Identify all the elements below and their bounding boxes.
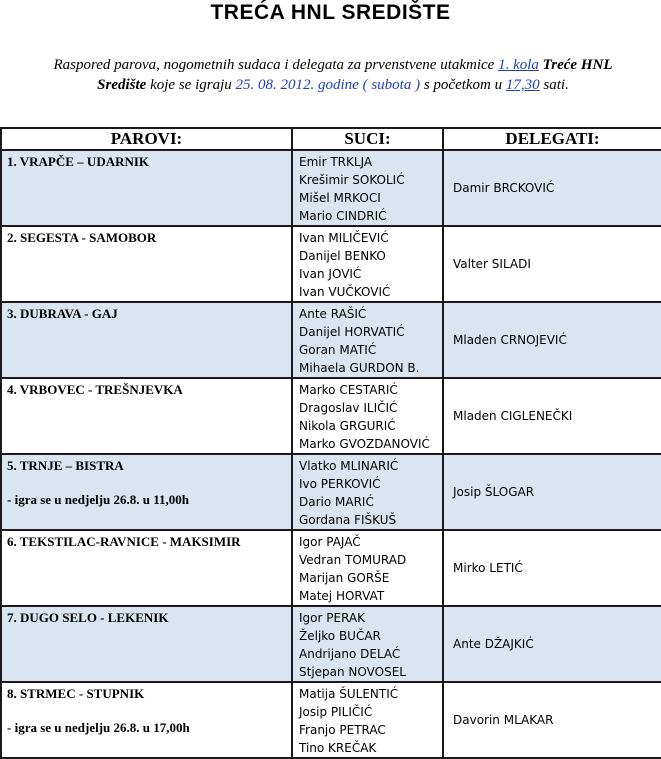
intro-paragraph — [18, 55, 648, 95]
referee-name: Stjepan NOVOSEL — [299, 665, 406, 679]
intro-text-4: sati. — [539, 77, 569, 93]
match-cell — [1, 302, 292, 378]
referee-name: Dario MARIĆ — [299, 495, 374, 509]
intro-time: 17,30 — [505, 77, 540, 93]
table-row — [1, 530, 661, 606]
table-row — [1, 302, 661, 378]
referee-name: Goran MATIĆ — [299, 343, 377, 357]
referees-cell — [292, 150, 443, 226]
delegate-name: Ante DŽAJKIĆ — [443, 606, 661, 682]
referee-name: Ivan VUČKOVIĆ — [299, 285, 391, 299]
match-cell — [1, 226, 292, 302]
intro-text-2: koje se igraju — [146, 77, 236, 93]
referee-name: Franjo PETRAC — [299, 723, 386, 737]
referee-name: Matija ŠULENTIĆ — [299, 687, 399, 701]
referee-name: Matej HORVAT — [299, 589, 385, 603]
match-name: 2. SEGESTA - SAMOBOR — [7, 230, 157, 245]
referees-cell — [292, 226, 443, 302]
table-row — [1, 454, 661, 530]
match-name: 4. VRBOVEC - TREŠNJEVKA — [7, 382, 183, 397]
intro-round: 1. kola — [498, 57, 539, 73]
referee-name: Gordana FIŠKUŠ — [299, 513, 397, 527]
document-title: TREĆA HNL SREDIŠTE — [210, 1, 451, 24]
referee-name: Tino KREČAK — [299, 741, 377, 755]
referee-name: Marijan GORŠE — [299, 571, 390, 585]
referee-name: Igor PERAK — [299, 611, 365, 625]
referees-cell — [292, 682, 443, 758]
referee-name: Emir TRKLJA — [299, 155, 373, 169]
match-cell — [1, 530, 292, 606]
delegate-name: Damir BRCKOVIĆ — [443, 150, 661, 226]
referee-name: Mario CINDRIĆ — [299, 209, 387, 223]
table-row — [1, 606, 661, 682]
referee-name: Danijel BENKO — [299, 249, 386, 263]
match-cell — [1, 150, 292, 226]
referee-name: Nikola GRGURIĆ — [299, 419, 396, 433]
table-header-row — [1, 128, 661, 150]
match-name: 5. TRNJE – BISTRA — [7, 458, 124, 473]
match-note: - igra se u nedjelju 26.8. u 11,00h — [7, 492, 190, 507]
delegate-name: Josip ŠLOGAR — [443, 454, 661, 530]
referee-name: Ivan MILIČEVIĆ — [299, 231, 389, 245]
referee-name: Mišel MRKOCI — [299, 191, 381, 205]
referees-cell — [292, 530, 443, 606]
table-row — [1, 378, 661, 454]
referee-name: Josip PILIČIĆ — [299, 705, 373, 719]
delegate-name: Mirko LETIĆ — [443, 530, 661, 606]
header-suci: SUCI: — [292, 128, 443, 150]
referees-cell — [292, 302, 443, 378]
match-cell — [1, 682, 292, 758]
referees-cell — [292, 454, 443, 530]
match-name: 6. TEKSTILAC-RAVNICE - MAKSIMIR — [7, 534, 241, 549]
match-name: 8. STRMEC - STUPNIK — [7, 686, 145, 701]
intro-text-1: Raspored parova, nogometnih sudaca i delegata za prvenstvene utakmice — [53, 57, 499, 73]
referee-name: Ante RAŠIĆ — [299, 307, 367, 321]
delegate-name: Valter SILADI — [443, 226, 661, 302]
referee-name: Mihaela GURDON B. — [299, 361, 420, 375]
referees-cell — [292, 378, 443, 454]
referee-name: Marko GVOZDANOVIĆ — [299, 437, 430, 451]
intro-league-2: Središte — [97, 77, 147, 93]
table-row — [1, 226, 661, 302]
table-row — [1, 150, 661, 226]
referee-name: Marko CESTARIĆ — [299, 383, 398, 397]
referee-name: Igor PAJAČ — [299, 535, 361, 549]
match-name: 3. DUBRAVA - GAJ — [7, 306, 118, 321]
referee-name: Danijel HORVATIĆ — [299, 325, 405, 339]
referee-name: Vlatko MLINARIĆ — [299, 459, 399, 473]
referee-name: Andrijano DELAĆ — [299, 647, 401, 661]
delegate-name: Mladen CRNOJEVIĆ — [443, 302, 661, 378]
intro-date: 25. 08. 2012. godine ( subota ) — [235, 77, 421, 93]
intro-league-1: Treće HNL — [538, 57, 613, 73]
referee-name: Krešimir SOKOLIĆ — [299, 173, 405, 187]
match-cell — [1, 606, 292, 682]
schedule-table — [0, 127, 661, 759]
header-parovi: PAROVI: — [1, 128, 292, 150]
delegate-name: Mladen CIGLENEČKI — [443, 378, 661, 454]
referee-name: Vedran TOMURAD — [299, 553, 407, 567]
header-delegati: DELEGATI: — [443, 128, 661, 150]
match-cell — [1, 454, 292, 530]
referees-cell — [292, 606, 443, 682]
referee-name: Dragoslav ILIČIĆ — [299, 401, 398, 415]
match-note: - igra se u nedjelju 26.8. u 17,00h — [7, 720, 190, 735]
match-name: 7. DUGO SELO - LEKENIK — [7, 610, 169, 625]
referee-name: Ivan JOVIĆ — [299, 267, 362, 281]
table-row — [1, 682, 661, 758]
referee-name: Ivo PERKOVIĆ — [299, 477, 381, 491]
intro-text-3: s početkom u — [420, 77, 506, 93]
referee-name: Željko BUČAR — [299, 629, 381, 643]
match-name: 1. VRAPČE – UDARNIK — [7, 154, 150, 169]
match-cell — [1, 378, 292, 454]
delegate-name: Davorin MLAKAR — [443, 682, 661, 758]
